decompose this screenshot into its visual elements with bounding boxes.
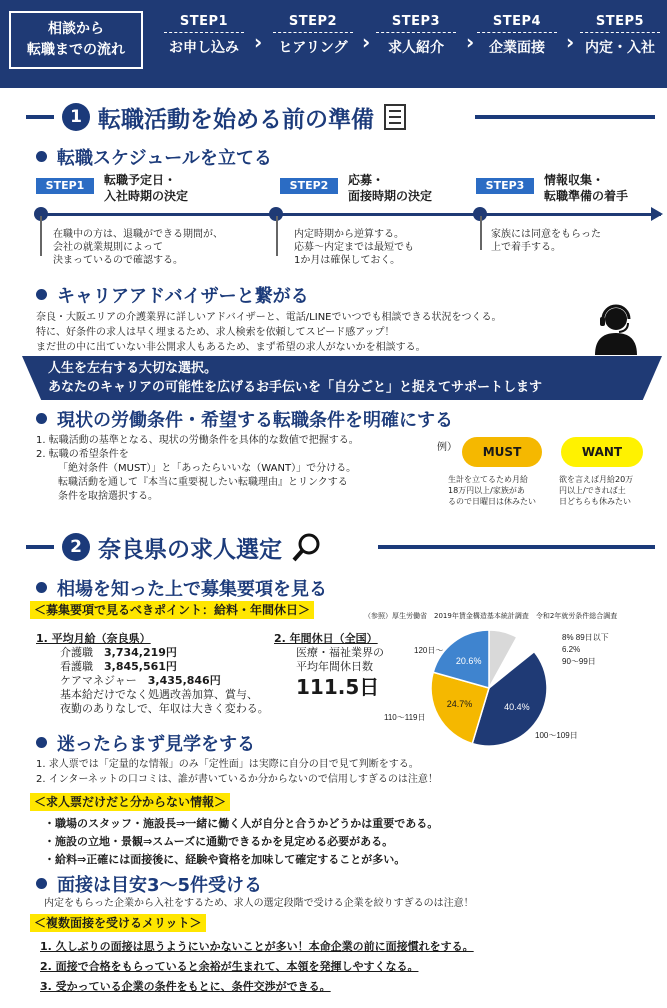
want-notes: 欲を言えば月給20万 円以上/できれば土 日どちらも休みたい <box>559 475 634 506</box>
section1-rule <box>475 115 655 119</box>
pie-category-label: 110〜119日 <box>384 713 426 722</box>
want-badge: WANT <box>561 437 643 467</box>
conditions-heading <box>36 406 453 432</box>
section2-title: 奈良県の求人選定 <box>98 536 282 563</box>
consult-line1: 相談から <box>48 21 104 37</box>
advisor-banner-text: 人生を左右する大切な選択。 あなたのキャリアの可能性を広げるお手伝いを「自分ごと」と捉えてサポートします <box>48 361 543 395</box>
schedule-step-title: 情報収集・ 転職準備の着手 <box>544 173 629 203</box>
section-number: 2 <box>62 533 90 561</box>
conditions-text: 1. 転職活動の基準となる、現状の労働条件を具体的な数値で把握する。 2. 転職の希望条件を 「絶対条件（MUST）」と「あったらいいな（WANT）」で分ける。 転職活動を通して『本当に重要視したい転職理由』とリンクする 条件を取捨選択する。 <box>36 435 359 502</box>
arrow-right-icon <box>651 207 663 221</box>
advisor-headset-icon <box>592 301 640 355</box>
flow-step-3 <box>367 14 465 57</box>
must-badge: MUST <box>462 437 542 467</box>
flow-step-number: STEP3 <box>391 14 441 29</box>
schedule-step-tag: STEP1 <box>36 178 94 194</box>
note-connector <box>276 216 278 256</box>
flow-step-number: STEP1 <box>179 14 229 29</box>
timeline-line <box>36 213 661 216</box>
interview-title: 面接は目安3〜5件受ける <box>57 875 263 896</box>
chevron-right-icon: › <box>362 30 371 54</box>
example-label: 例） <box>437 442 457 453</box>
flow-step-number: STEP4 <box>492 14 542 29</box>
section2-heading <box>26 530 322 564</box>
schedule-step-tag: STEP2 <box>280 178 338 194</box>
pie-category-label: 6.2% <box>562 645 581 654</box>
flow-step-2 <box>264 14 362 57</box>
must-notes: 生計を立てるため月給 18万円以上/家族があ るので日曜日は休みたい <box>448 475 536 506</box>
chevron-right-icon: › <box>254 30 263 54</box>
info-bullets: ・職場のスタッフ・施設長⇒一緒に働く人が自分と合うかどうかは重要である。 ・施設の立地・景観⇒スムーズに通勤できるかを見定める必要がある。 ・給料⇒正確には面接後に、経験や資格を加味して確定することが多い。 <box>44 817 439 866</box>
pie-category-label: 90〜99日 <box>562 657 596 666</box>
info-label: ＜求人票だけだと分からない情報＞ <box>30 793 230 811</box>
salary-block: 1. 平均月給（奈良県） 介護職 3,734,219円 看護職 3,845,561円 ケアマネジャー 3,435,846円 基本給だけでなく処遇改善加算、賞与、 夜勤のありなしで、年収は大きく変わる。 <box>36 632 269 715</box>
flow-step-label: 内定・入社 <box>585 40 655 56</box>
pie-data-label: 40.4% <box>504 701 530 712</box>
section1-title: 転職活動を始める前の準備 <box>98 106 374 133</box>
pie-data-label: 24.7% <box>446 699 473 710</box>
advisor-title: キャリアアドバイザーと繋がる <box>57 286 309 307</box>
flow-step-label: 企業面接 <box>489 40 545 56</box>
advisor-text: 奈良・大阪エリアの介護業界に詳しいアドバイザーと、電話/LINEでいつでも相談できる状況をつくる。 特に、好条件の求人は早く埋まるため、求人検索を依頼してスピード感アップ！ まだ世の中に出ていない非公開求人もあるため、まず希望の求人がないかを相談する。 <box>36 312 502 353</box>
holiday-block: 2. 年間休日（全国） 医療・福祉業界の 平均年間休日数 111.5日 <box>274 632 384 699</box>
merit-label: ＜複数面接を受けるメリット＞ <box>30 914 206 932</box>
flow-step-label: ヒアリング <box>278 40 348 56</box>
section1-heading <box>26 100 406 134</box>
pie-category-label: 120日〜 <box>414 646 444 655</box>
pie-data-label: 20.6% <box>455 656 482 667</box>
magnifier-icon <box>292 532 322 562</box>
chevron-right-icon: › <box>466 30 475 54</box>
salary-title: 1. 平均月給（奈良県） <box>36 632 151 645</box>
flow-step-label: お申し込み <box>169 40 239 56</box>
interview-heading <box>36 871 262 897</box>
note-connector <box>40 216 42 256</box>
flow-step-number: STEP5 <box>595 14 645 29</box>
section2-rule <box>378 545 655 549</box>
pie-category-label: 100〜109日 <box>535 731 578 740</box>
holiday-title: 2. 年間休日（全国） <box>274 632 378 645</box>
tour-text: 1. 求人票では「定量的な情報」のみ「定性面」は実際に自分の目で見て判断をする。 2. インターネットの口コミは、誰が書いているか分からないので信用しすぎるのは注意！ <box>36 759 438 785</box>
consult-line2: 転職までの流れ <box>27 42 125 58</box>
tour-heading <box>36 730 255 756</box>
market-title: 相場を知った上で募集要項を見る <box>57 579 327 600</box>
note-connector <box>480 216 482 250</box>
flow-step-number: STEP2 <box>288 14 338 29</box>
flow-step-1 <box>155 14 253 57</box>
holiday-pie-chart <box>380 620 667 750</box>
schedule-title: 転職スケジュールを立てる <box>57 148 272 169</box>
schedule-step-title: 転職予定日・ 入社時期の決定 <box>104 173 189 203</box>
advisor-heading <box>36 282 309 308</box>
schedule-step-tag: STEP3 <box>476 178 534 194</box>
flow-step-4 <box>468 14 566 57</box>
merit-list: 1. 久しぶりの面接は思うようにいかないことが多い！本命企業の前に面接慣れをする。 2. 面接で合格をもらっていると余裕が生まれて、本領を発揮しやすくなる。 3. 受かっている企業の条件をもとに、条件交渉ができる。 <box>40 940 474 993</box>
schedule-step-notes: 内定時期から逆算する。 応募〜内定までは最短でも 1か月は確保しておく。 <box>294 229 414 266</box>
holiday-value: 111.5日 <box>296 675 380 699</box>
consult-flow-box <box>9 11 143 69</box>
section-number: 1 <box>62 103 90 131</box>
market-heading <box>36 575 327 601</box>
checklist-icon <box>384 104 406 130</box>
conditions-title: 現状の労働条件・希望する転職条件を明確にする <box>57 410 453 431</box>
chevron-right-icon: › <box>566 30 575 54</box>
schedule-step-notes: 在職中の方は、退職ができる期間が、 会社の就業規則によって 決まっているので確認する。 <box>53 229 223 266</box>
tour-title: 迷ったらまず見学をする <box>57 734 255 755</box>
interview-text: 内定をもらった企業から入社をするため、求人の選定段階で受ける企業を絞りすぎるのは注意！ <box>44 898 474 909</box>
reference-note: （参照）厚生労働省 2019年賃金構造基本統計調査 令和2年就労条件総合調査 <box>364 612 618 620</box>
points-label: ＜募集要項で見るべきポイント：給料・年間休日＞ <box>30 601 314 619</box>
schedule-heading <box>36 144 272 170</box>
pie-category-label: 8% 89日以下 <box>562 633 609 642</box>
schedule-step-title: 応募・ 面接時期の決定 <box>348 173 433 203</box>
schedule-step-notes: 家族には同意をもらった 上で着手する。 <box>491 229 601 253</box>
flow-step-label: 求人紹介 <box>388 40 444 56</box>
flow-step-5 <box>571 14 667 57</box>
